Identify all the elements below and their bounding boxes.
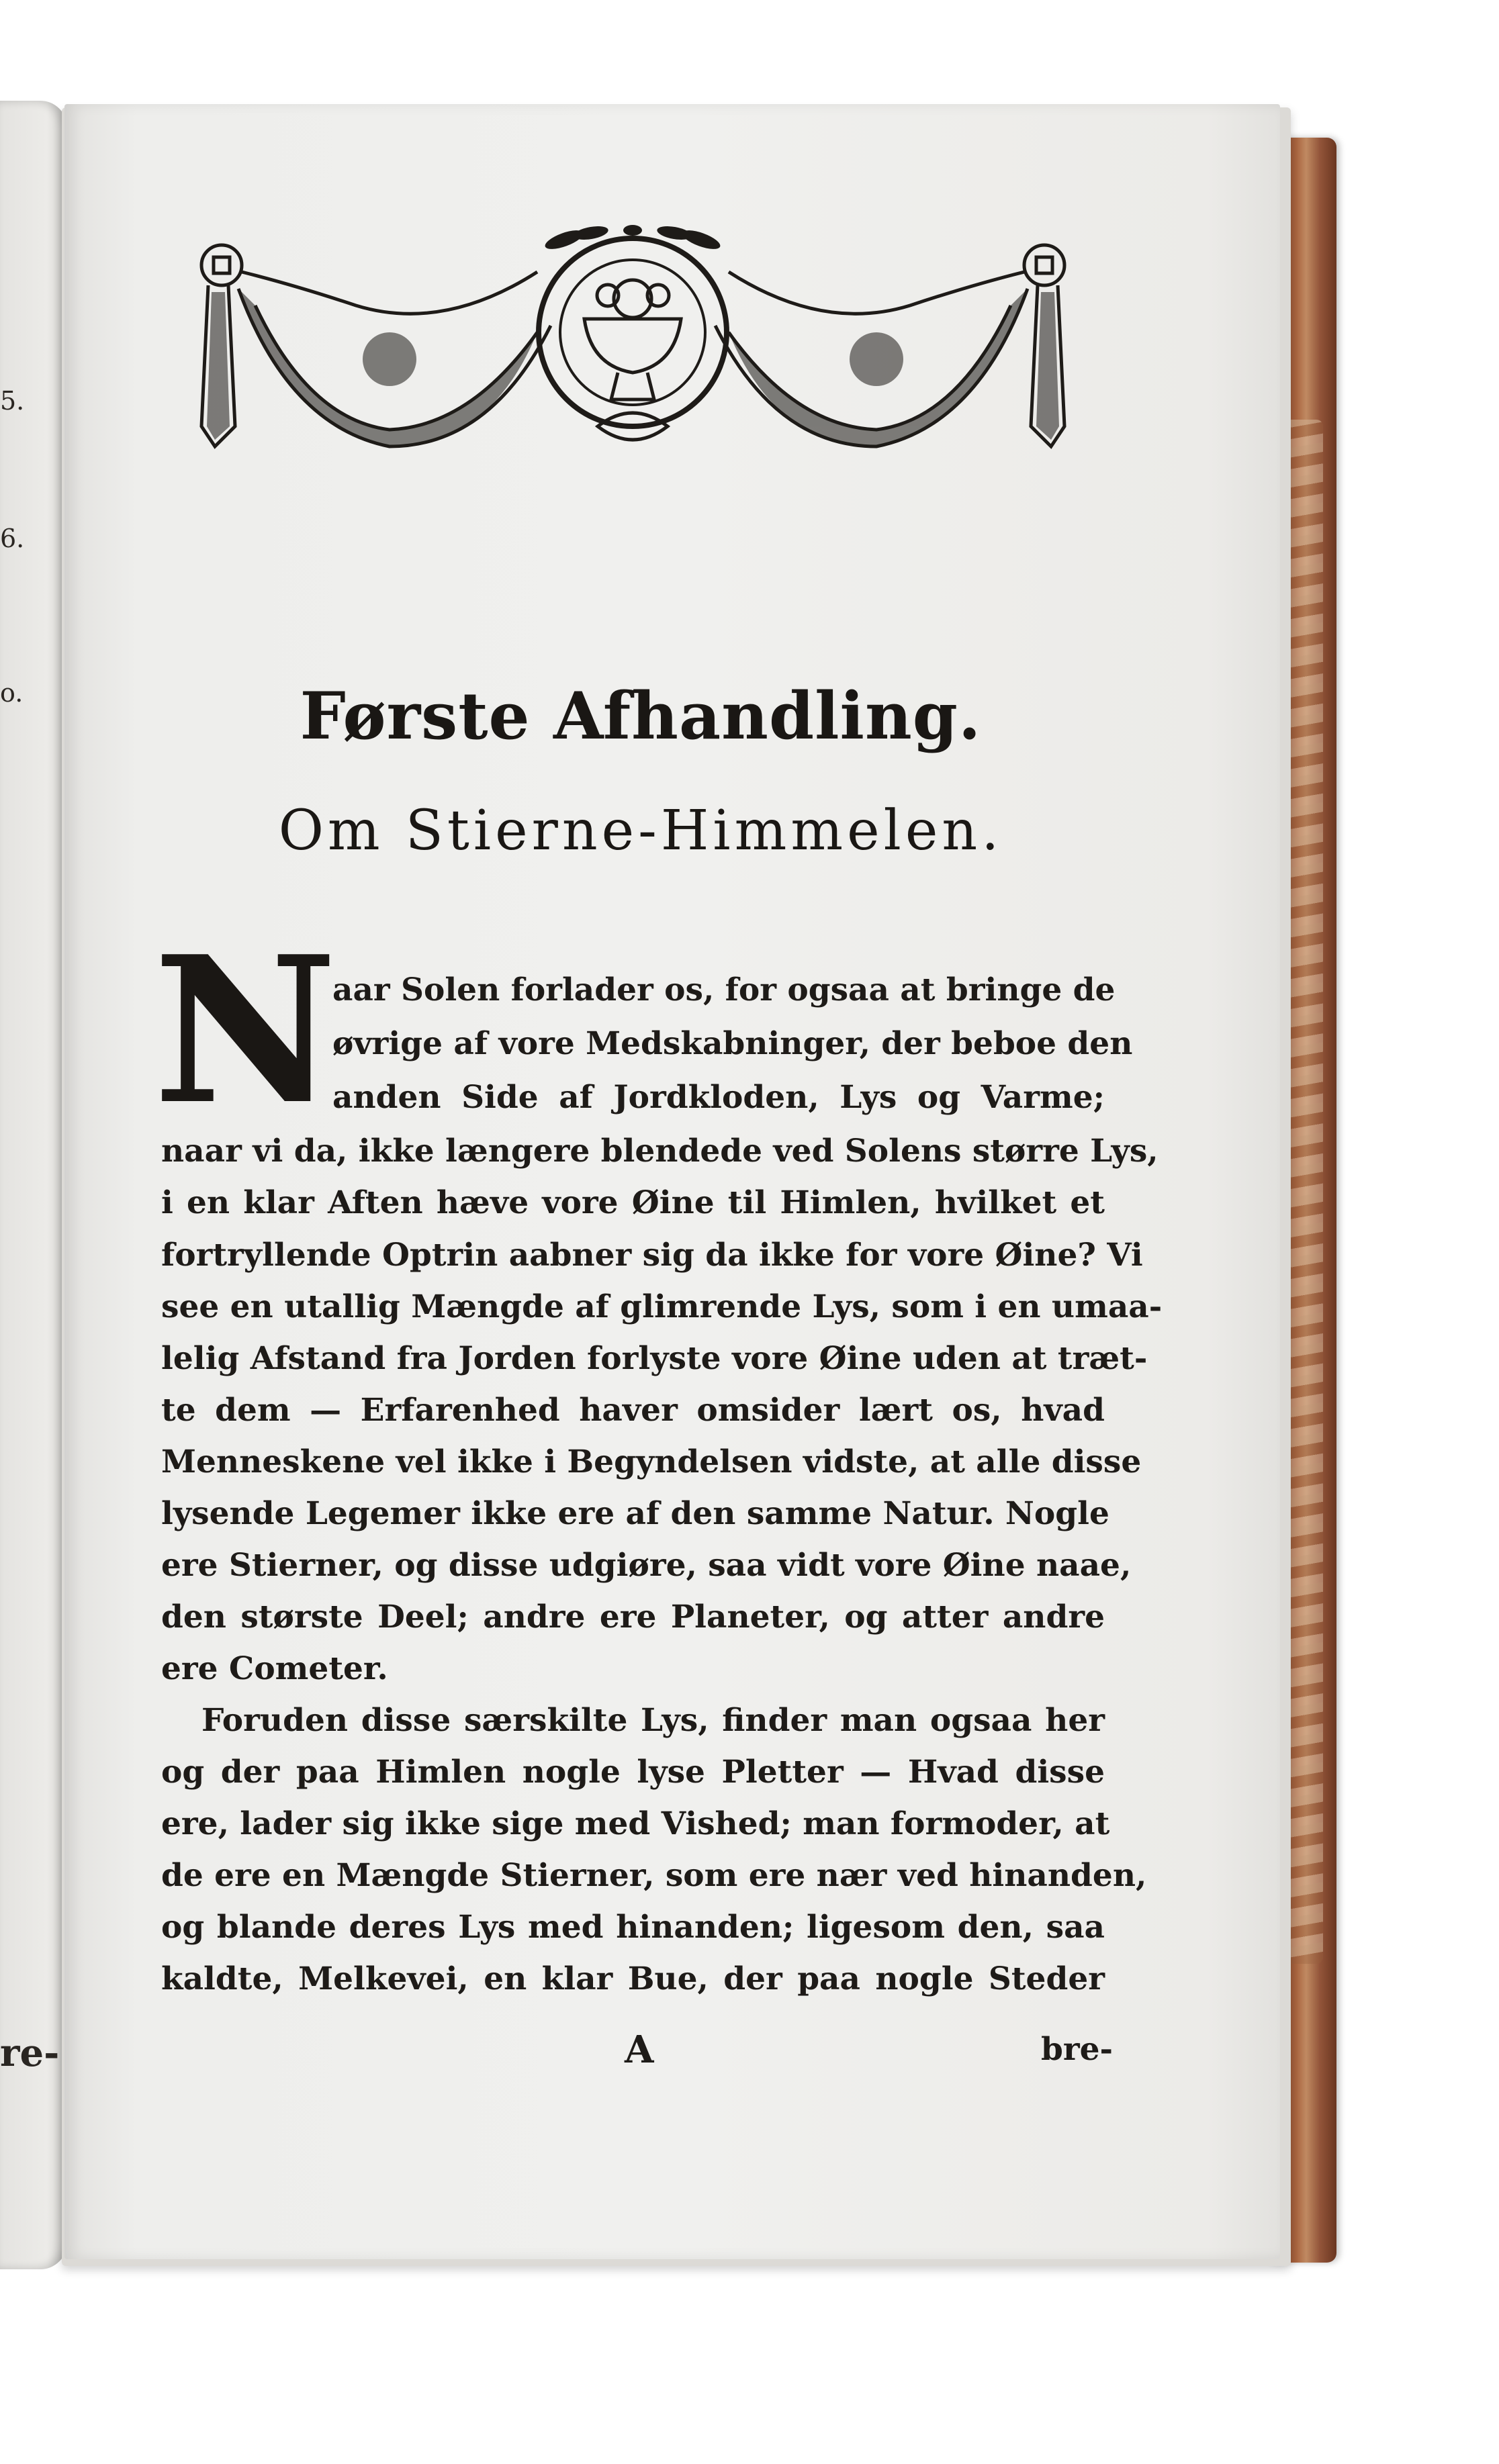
signature-mark: A [625, 2028, 654, 2072]
left-page-number-2: 6. [0, 524, 25, 553]
left-page-number-1: 5. [0, 386, 25, 416]
text-line: fortryllende Optrin aabner sig da ikke for vore Øine? Vi [161, 1237, 1143, 1274]
left-page-number-3: o. [0, 678, 24, 708]
text-line: aar Solen forlader os, for ogsaa at bringe de [332, 972, 1116, 1008]
left-page-edge [0, 101, 67, 2269]
text-line: Foruden disse særskilte Lys, finder man ogsaa her [201, 1702, 1105, 1739]
text-line: den største Deel; andre ere Planeter, og atter andre [161, 1599, 1105, 1636]
text-line: i en klar Aften hæve vore Øine til Himlen, hvilket et [161, 1184, 1105, 1221]
text-line: ere Cometer. [161, 1650, 388, 1687]
text-line: ere Stierner, og disse udgiøre, saa vidt vore Øine naae, [161, 1547, 1132, 1584]
text-line: de ere en Mængde Stierner, som ere nær ved hinanden, [161, 1857, 1147, 1894]
text-line: lysende Legemer ikke ere af den samme Natur. Nogle [161, 1495, 1109, 1532]
text-line: kaldte, Melkevei, en klar Bue, der paa nogle Steder [161, 1960, 1105, 1997]
text-line: øvrige af vore Medskabninger, der beboe den [332, 1025, 1133, 1062]
chapter-subtitle: Om Stierne-Himmelen. [278, 799, 1003, 863]
text-line: ere, lader sig ikke sige med Vished; man formoder, at [161, 1805, 1110, 1842]
left-page-fragment: re- [0, 2031, 60, 2075]
text-line: naar vi da, ikke længere blendede ved Solens større Lys, [161, 1133, 1159, 1170]
text-line: og der paa Himlen nogle lyse Pletter — Hvad disse [161, 1754, 1105, 1791]
text-line: Menneskene vel ikke i Begyndelsen vidste, at alle disse [161, 1443, 1142, 1480]
chapter-title: Første Afhandling. [300, 678, 982, 754]
text-line: og blande deres Lys med hinanden; ligesom den, saa [161, 1909, 1105, 1946]
text-line: see en utallig Mængde af glimrende Lys, som i en umaa- [161, 1288, 1163, 1325]
text-line: te dem — Erfarenhed haver omsider lært os, hvad [161, 1392, 1105, 1429]
text-line: lelig Afstand fra Jorden forlyste vore Øine uden at træt- [161, 1340, 1148, 1377]
drop-cap: N [153, 912, 338, 1149]
ornament-swag-icon [188, 225, 1078, 480]
catchword: bre- [1041, 2031, 1114, 2068]
text-line: anden Side af Jordkloden, Lys og Varme; [332, 1079, 1105, 1116]
